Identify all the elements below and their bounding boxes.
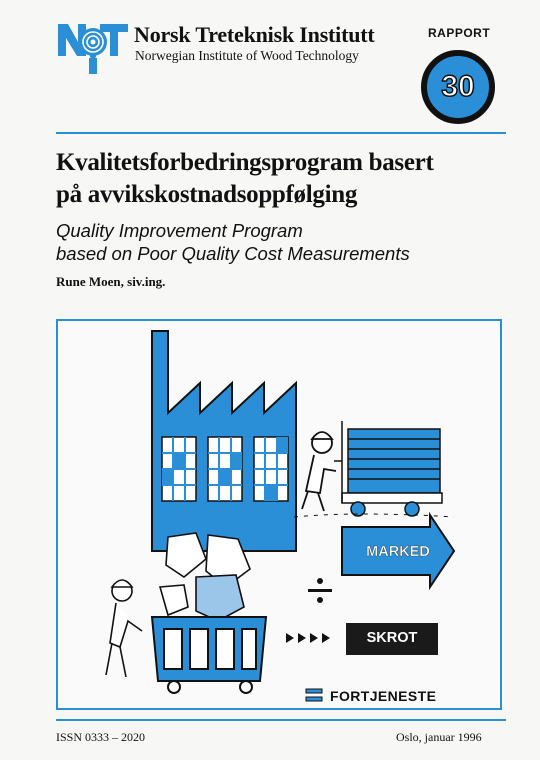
factory-illustration [58,321,500,708]
author: Rune Moen, siv.ing. [56,274,166,289]
norwegian-title-line2: på avvikskostnadsoppfølging [56,181,358,208]
bottom-divider [56,719,506,721]
english-title [56,219,410,265]
report-number: 30 [441,70,475,103]
norwegian-title-line1: Kvalitetsforbedringsprogram basert [56,149,434,176]
institute-name: Norsk Treteknisk Institutt [134,22,375,47]
fortjeneste-label: FORTJENESTE [330,688,437,704]
skrot-label: SKROT [366,630,418,646]
norwegian-title [56,147,433,211]
report-label: RAPPORT [428,26,491,40]
english-title-line1: Quality Improvement Program [56,220,303,241]
report-number-badge [421,50,495,124]
top-divider [56,132,506,134]
english-title-line2: based on Poor Quality Cost Measurements [56,243,410,264]
cover-illustration [56,319,502,710]
marked-label: MARKED [366,544,430,560]
institute-subtitle: Norwegian Institute of Wood Technology [135,48,359,63]
issn: ISSN 0333 – 2020 [56,730,146,744]
place-date: Oslo, januar 1996 [396,730,482,744]
nti-logo [56,20,130,76]
